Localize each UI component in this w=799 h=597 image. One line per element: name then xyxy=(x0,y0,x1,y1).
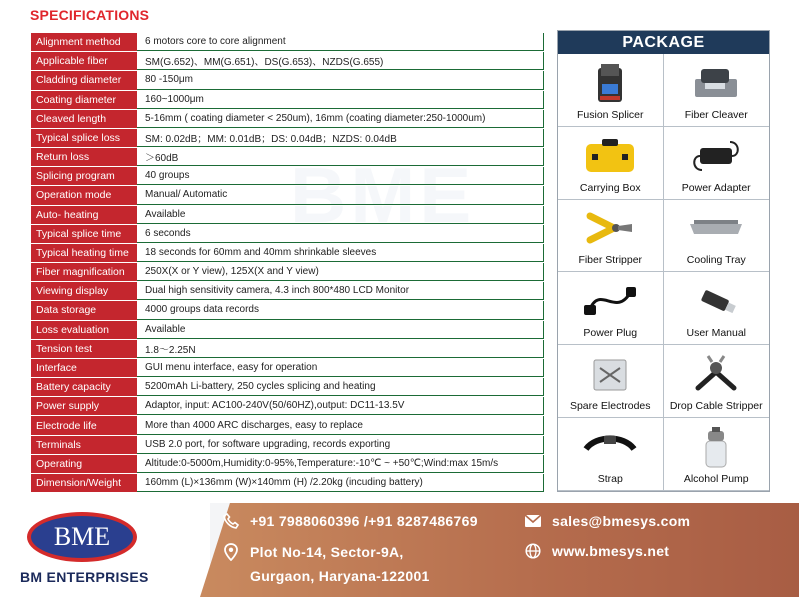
address-line2-text: Gurgaon, Haryana-122001 xyxy=(250,568,430,584)
phone-numbers: +91 7988060396 /+91 8287486769 xyxy=(250,513,478,529)
package-item-label: Power Adapter xyxy=(681,181,751,194)
spec-value: 5-16mm ( coating diameter < 250um), 16mm (coating diameter:250-1000um) xyxy=(137,110,544,128)
package-item xyxy=(664,272,770,345)
spec-row xyxy=(31,33,544,52)
spec-value: USB 2.0 port, for software upgrading, records exporting xyxy=(137,436,544,454)
package-item xyxy=(558,418,664,491)
carrying-box-icon xyxy=(575,135,645,177)
spec-row xyxy=(31,416,544,435)
package-item xyxy=(558,200,664,273)
spec-label: Fiber magnification xyxy=(31,263,137,281)
spec-label: Cladding diameter xyxy=(31,71,137,89)
phone-icon xyxy=(222,513,240,529)
package-item xyxy=(664,345,770,418)
spec-label: Typical heating time xyxy=(31,244,137,262)
location-pin-icon xyxy=(222,543,240,561)
section-title: SPECIFICATIONS xyxy=(30,7,150,23)
spec-value: ＞60dB xyxy=(137,148,544,166)
address-line1-text: Plot No-14, Sector-9A, xyxy=(250,544,404,560)
fusion-splicer-icon xyxy=(575,62,645,104)
address-line2 xyxy=(250,568,430,584)
company-name: BM ENTERPRISES xyxy=(20,569,149,585)
spec-value: 40 groups xyxy=(137,167,544,185)
spec-row xyxy=(31,321,544,340)
spec-label: Coating diameter xyxy=(31,91,137,109)
spec-value: 160~1000μm xyxy=(137,91,544,109)
spec-row xyxy=(31,359,544,378)
spec-row xyxy=(31,186,544,205)
spec-label: Cleaved length xyxy=(31,110,137,128)
spec-row xyxy=(31,244,544,263)
spec-value: Available xyxy=(137,321,544,339)
specifications-table xyxy=(31,33,544,493)
spec-value: 6 motors core to core alignment xyxy=(137,33,544,51)
package-panel xyxy=(557,30,770,492)
strap-icon xyxy=(575,426,645,468)
spec-value: Dual high sensitivity camera, 4.3 inch 800*480 LCD Monitor xyxy=(137,282,544,300)
spec-label: Data storage xyxy=(31,301,137,319)
website-contact xyxy=(524,543,669,559)
package-item-label: Fusion Splicer xyxy=(576,108,644,121)
package-item xyxy=(664,127,770,200)
package-title: PACKAGE xyxy=(558,31,769,54)
spec-label: Typical splice loss xyxy=(31,129,137,147)
spec-label: Applicable fiber xyxy=(31,52,137,70)
package-item-label: Carrying Box xyxy=(579,181,641,194)
spec-label: Operating xyxy=(31,455,137,473)
power-adapter-icon xyxy=(681,135,751,177)
spec-row xyxy=(31,110,544,129)
spec-value: GUI menu interface, easy for operation xyxy=(137,359,544,377)
spec-row xyxy=(31,71,544,90)
fiber-cleaver-icon xyxy=(681,62,751,104)
website-link[interactable]: www.bmesys.net xyxy=(552,543,670,559)
spec-value: 250X(X or Y view), 125X(X and Y view) xyxy=(137,263,544,281)
package-item xyxy=(558,272,664,345)
spec-label: Operation mode xyxy=(31,186,137,204)
package-item-label: Drop Cable Stripper xyxy=(669,399,763,412)
spec-row xyxy=(31,282,544,301)
spec-row xyxy=(31,148,544,167)
package-item-label: Power Plug xyxy=(583,327,638,340)
spec-label: Terminals xyxy=(31,436,137,454)
spec-row xyxy=(31,91,544,110)
company-logo: BME xyxy=(27,512,137,562)
spec-label: Typical splice time xyxy=(31,225,137,243)
spec-row xyxy=(31,167,544,186)
spec-label: Power supply xyxy=(31,397,137,415)
package-item-label: Spare Electrodes xyxy=(569,399,651,412)
email-contact xyxy=(524,513,690,529)
package-item-label: User Manual xyxy=(686,327,747,340)
spec-row xyxy=(31,378,544,397)
spec-label: Battery capacity xyxy=(31,378,137,396)
spec-value: SM: 0.02dB；MM: 0.01dB；DS: 0.04dB；NZDS: 0.04dB xyxy=(137,129,544,147)
spec-value: Manual/ Automatic xyxy=(137,186,544,204)
package-item xyxy=(558,127,664,200)
spec-row xyxy=(31,52,544,71)
drop-cable-stripper-icon xyxy=(681,353,751,395)
package-item xyxy=(664,200,770,273)
usb-drive-icon xyxy=(681,280,751,322)
package-item-label: Cooling Tray xyxy=(686,254,746,267)
spec-label: Tension test xyxy=(31,340,137,358)
spec-label: Auto- heating xyxy=(31,206,137,224)
fiber-stripper-icon xyxy=(575,207,645,249)
globe-icon xyxy=(524,543,542,559)
spec-row xyxy=(31,340,544,359)
spec-row xyxy=(31,301,544,320)
spec-label: Electrode life xyxy=(31,416,137,434)
spec-label: Alignment method xyxy=(31,33,137,51)
spec-value: Adaptor, input: AC100-240V(50/60HZ),output: DC11-13.5V xyxy=(137,397,544,415)
email-icon xyxy=(524,514,542,528)
package-item-label: Strap xyxy=(597,472,623,485)
spec-label: Loss evaluation xyxy=(31,321,137,339)
address-line1 xyxy=(222,543,404,561)
spec-row xyxy=(31,206,544,225)
spec-value: Altitude:0-5000m,Humidity:0-95%,Temperature:-10℃ ~ +50℃;Wind:max 15m/s xyxy=(137,455,544,473)
spec-row xyxy=(31,455,544,474)
email-link[interactable]: sales@bmesys.com xyxy=(552,513,691,529)
package-item xyxy=(664,54,770,127)
spec-label: Splicing program xyxy=(31,167,137,185)
spec-row xyxy=(31,225,544,244)
spec-row xyxy=(31,436,544,455)
package-item-label: Fiber Cleaver xyxy=(684,108,748,121)
spec-value: Available xyxy=(137,206,544,224)
spec-value: 18 seconds for 60mm and 40mm shrinkable sleeves xyxy=(137,244,544,262)
package-item-label: Fiber Stripper xyxy=(578,254,643,267)
cooling-tray-icon xyxy=(681,207,751,249)
spec-value: 6 seconds xyxy=(137,225,544,243)
footer xyxy=(0,503,799,597)
package-item xyxy=(558,345,664,418)
spec-label: Viewing display xyxy=(31,282,137,300)
spec-value: 4000 groups data records xyxy=(137,301,544,319)
package-grid xyxy=(558,54,769,491)
spec-value: 80 -150μm xyxy=(137,71,544,89)
spec-value: SM(G.652)、MM(G.651)、DS(G.653)、NZDS(G.655) xyxy=(137,52,544,70)
alcohol-pump-icon xyxy=(681,426,751,468)
spec-row xyxy=(31,474,544,493)
spec-label: Interface xyxy=(31,359,137,377)
spec-label: Return loss xyxy=(31,148,137,166)
package-item-label: Alcohol Pump xyxy=(683,472,749,485)
spare-electrodes-icon xyxy=(575,353,645,395)
spec-value: 1.8～2.25N xyxy=(137,340,544,358)
spec-value: More than 4000 ARC discharges, easy to replace xyxy=(137,416,544,434)
package-item xyxy=(664,418,770,491)
power-plug-icon xyxy=(575,280,645,322)
spec-row xyxy=(31,397,544,416)
phone-contact xyxy=(222,513,478,529)
package-item xyxy=(558,54,664,127)
spec-value: 5200mAh Li-battery, 250 cycles splicing and heating xyxy=(137,378,544,396)
spec-row xyxy=(31,129,544,148)
spec-value: 160mm (L)×136mm (W)×140mm (H) /2.20kg (incuding battery) xyxy=(137,474,544,492)
footer-logo-area xyxy=(0,503,210,597)
spec-label: Dimension/Weight xyxy=(31,474,137,492)
spec-row xyxy=(31,263,544,282)
